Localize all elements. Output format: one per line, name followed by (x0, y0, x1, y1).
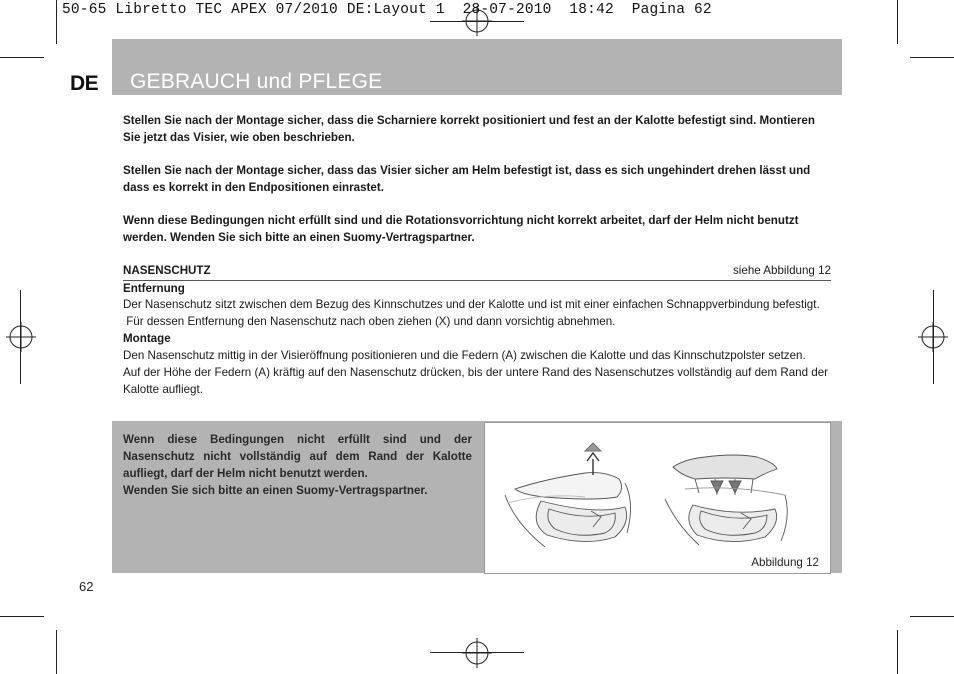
subheading-mounting: Montage (123, 332, 171, 345)
subheading-removal: Entfernung (123, 282, 185, 295)
crop-mark (56, 0, 57, 44)
mounting-drawing (665, 455, 787, 545)
language-tag: DE (70, 72, 99, 95)
registration-line (933, 290, 934, 384)
print-slug: 50-65 Libretto TEC APEX 07/2010 DE:Layout 1 28-07-2010 18:42 Pagina 62 (62, 2, 712, 18)
figure-reference: siehe Abbildung 12 (733, 264, 831, 277)
figure-caption: Abbildung 12 (751, 556, 819, 569)
page-number: 62 (79, 579, 94, 594)
mounting-text: Den Nasenschutz mittig in der Visieröffnung positionieren und die Federn (A) zwischen die Kalotte und das Kinnschutzpolster setzen. (123, 349, 806, 362)
nose-guard-illustration (485, 423, 830, 553)
crop-mark (897, 0, 898, 44)
crop-mark (910, 57, 954, 58)
section-heading: NASENSCHUTZ (123, 264, 211, 277)
removal-drawing (505, 443, 631, 547)
registration-mark-icon (6, 322, 36, 352)
page-title: GEBRAUCH und PFLEGE (130, 70, 383, 93)
mounting-text: Auf der Höhe der Federn (A) kräftig auf den Nasenschutz drücken, bis der untere Rand des Nasenschutzes vollständig auf dem Rand der Kalotte aufliegt. (123, 366, 829, 396)
crop-mark (897, 630, 898, 674)
registration-line (430, 21, 524, 22)
registration-line (430, 652, 524, 653)
paragraph: Stellen Sie nach der Montage sicher, dass die Scharniere korrekt positioniert und fest an der Kalotte befestigt sind. Montieren Sie jetzt das Visier, wie oben beschrieben. (123, 114, 815, 144)
title-bar (112, 39, 842, 95)
warning-line: Wenn diese Bedingungen nicht erfüllt sind und der Nasenschutz nicht vollständig auf dem Rand der Kalotte aufliegt, darf der Helm nicht benutzt werden. (123, 433, 472, 480)
section-header (123, 264, 831, 281)
registration-line (20, 290, 21, 384)
figure-12 (484, 422, 831, 574)
warning-text (123, 431, 472, 499)
paragraph: Stellen Sie nach der Montage sicher, dass das Visier sicher am Helm befestigt ist, dass es sich ungehindert drehen lässt und dass es korrekt in den Endpositionen einrastet. (123, 164, 811, 194)
crop-mark (910, 616, 954, 617)
warning-panel (112, 421, 842, 573)
removal-text: Der Nasenschutz sitzt zwischen dem Bezug des Kinnschutzes und der Kalotte und ist mit einer einfachen Schnappverbindung befestigt. (123, 298, 820, 311)
paragraph: Wenn diese Bedingungen nicht erfüllt sind und die Rotationsvorrichtung nicht korrekt arbeitet, darf der Helm nicht benutzt werden. Wenden Sie sich bitte an einen Suomy-Vertragspartner. (123, 214, 799, 244)
crop-mark (0, 57, 44, 58)
registration-mark-icon (462, 638, 492, 668)
removal-text: Für dessen Entfernung den Nasenschutz nach oben ziehen (X) und dann vorsichtig abnehmen. (123, 315, 616, 328)
crop-mark (56, 630, 57, 674)
warning-line: Wenden Sie sich bitte an einen Suomy-Vertragspartner. (123, 484, 428, 497)
crop-mark (0, 616, 44, 617)
